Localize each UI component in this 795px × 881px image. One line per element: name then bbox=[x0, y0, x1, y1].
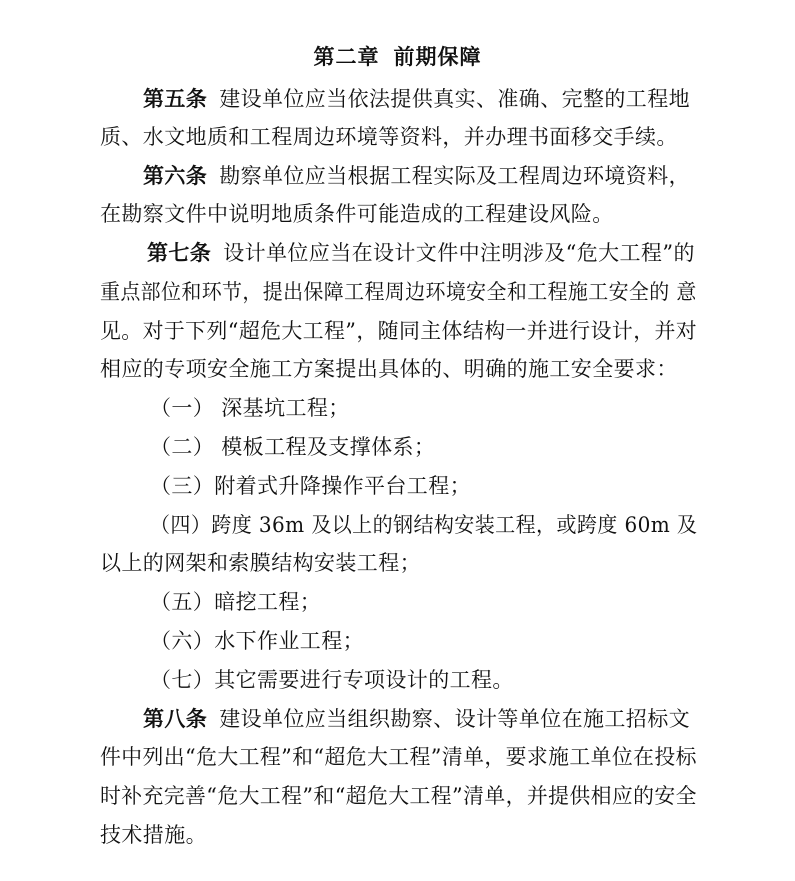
article6-line1 bbox=[143, 163, 690, 189]
list-item-1: （一） 深基坑工程； bbox=[150, 396, 350, 420]
article7-text1: 设计单位应当在设计文件中注明涉及“危大工程”的 bbox=[223, 241, 695, 265]
article6-text1: 勘察单位应当根据工程实际及工程周边环境资料， bbox=[219, 164, 691, 188]
article7-line3: 见。对于下列“超危大工程”，随同主体结构一并进行设计，并对 bbox=[100, 319, 698, 343]
list-item-3: （三）附着式升降操作平台工程； bbox=[150, 474, 471, 498]
list-item-4: （四）跨度 36m 及以上的钢结构安装工程，或跨度 60m 及 bbox=[150, 513, 698, 537]
chapter-title bbox=[0, 44, 795, 70]
list-item-6: （六）水下作业工程； bbox=[150, 629, 364, 653]
article5-line1 bbox=[143, 86, 690, 112]
article8-label: 第八条 bbox=[143, 707, 208, 731]
article5-line2: 质、水文地质和工程周边环境等资料，并办理书面移交手续。 bbox=[100, 125, 678, 149]
article5-label: 第五条 bbox=[143, 87, 208, 111]
list-item-2: （二） 模板工程及支撑体系； bbox=[150, 435, 436, 459]
list-item-7: （七）其它需要进行专项设计的工程。 bbox=[150, 668, 514, 692]
article8-line4: 技术措施。 bbox=[100, 823, 207, 847]
article6-line2: 在勘察文件中说明地质条件可能造成的工程建设风险。 bbox=[100, 202, 614, 226]
article7-label: 第七条 bbox=[147, 241, 212, 265]
list-item-4-cont: 以上的网架和索膜结构安装工程； bbox=[100, 551, 421, 575]
article8-line1 bbox=[143, 706, 690, 732]
article7-line1 bbox=[147, 240, 695, 266]
article6-label: 第六条 bbox=[143, 164, 208, 188]
article7-line4: 相应的专项安全施工方案提出具体的、明确的施工安全要求： bbox=[100, 357, 678, 381]
chapter-name: 前期保障 bbox=[393, 45, 482, 69]
list-item-5: （五）暗挖工程； bbox=[150, 590, 322, 614]
article7-line2: 重点部位和环节，提出保障工程周边环境安全和工程施工安全的 意 bbox=[100, 280, 697, 304]
article8-line2: 件中列出“危大工程”和“超危大工程”清单，要求施工单位在投标 bbox=[100, 745, 697, 769]
chapter-number: 第二章 bbox=[313, 45, 380, 69]
article8-line3: 时补充完善“危大工程”和“超危大工程”清单，并提供相应的安全 bbox=[100, 784, 697, 808]
article8-text1: 建设单位应当组织勘察、设计等单位在施工招标文 bbox=[219, 707, 691, 731]
article5-text1: 建设单位应当依法提供真实、准确、完整的工程地 bbox=[219, 87, 691, 111]
